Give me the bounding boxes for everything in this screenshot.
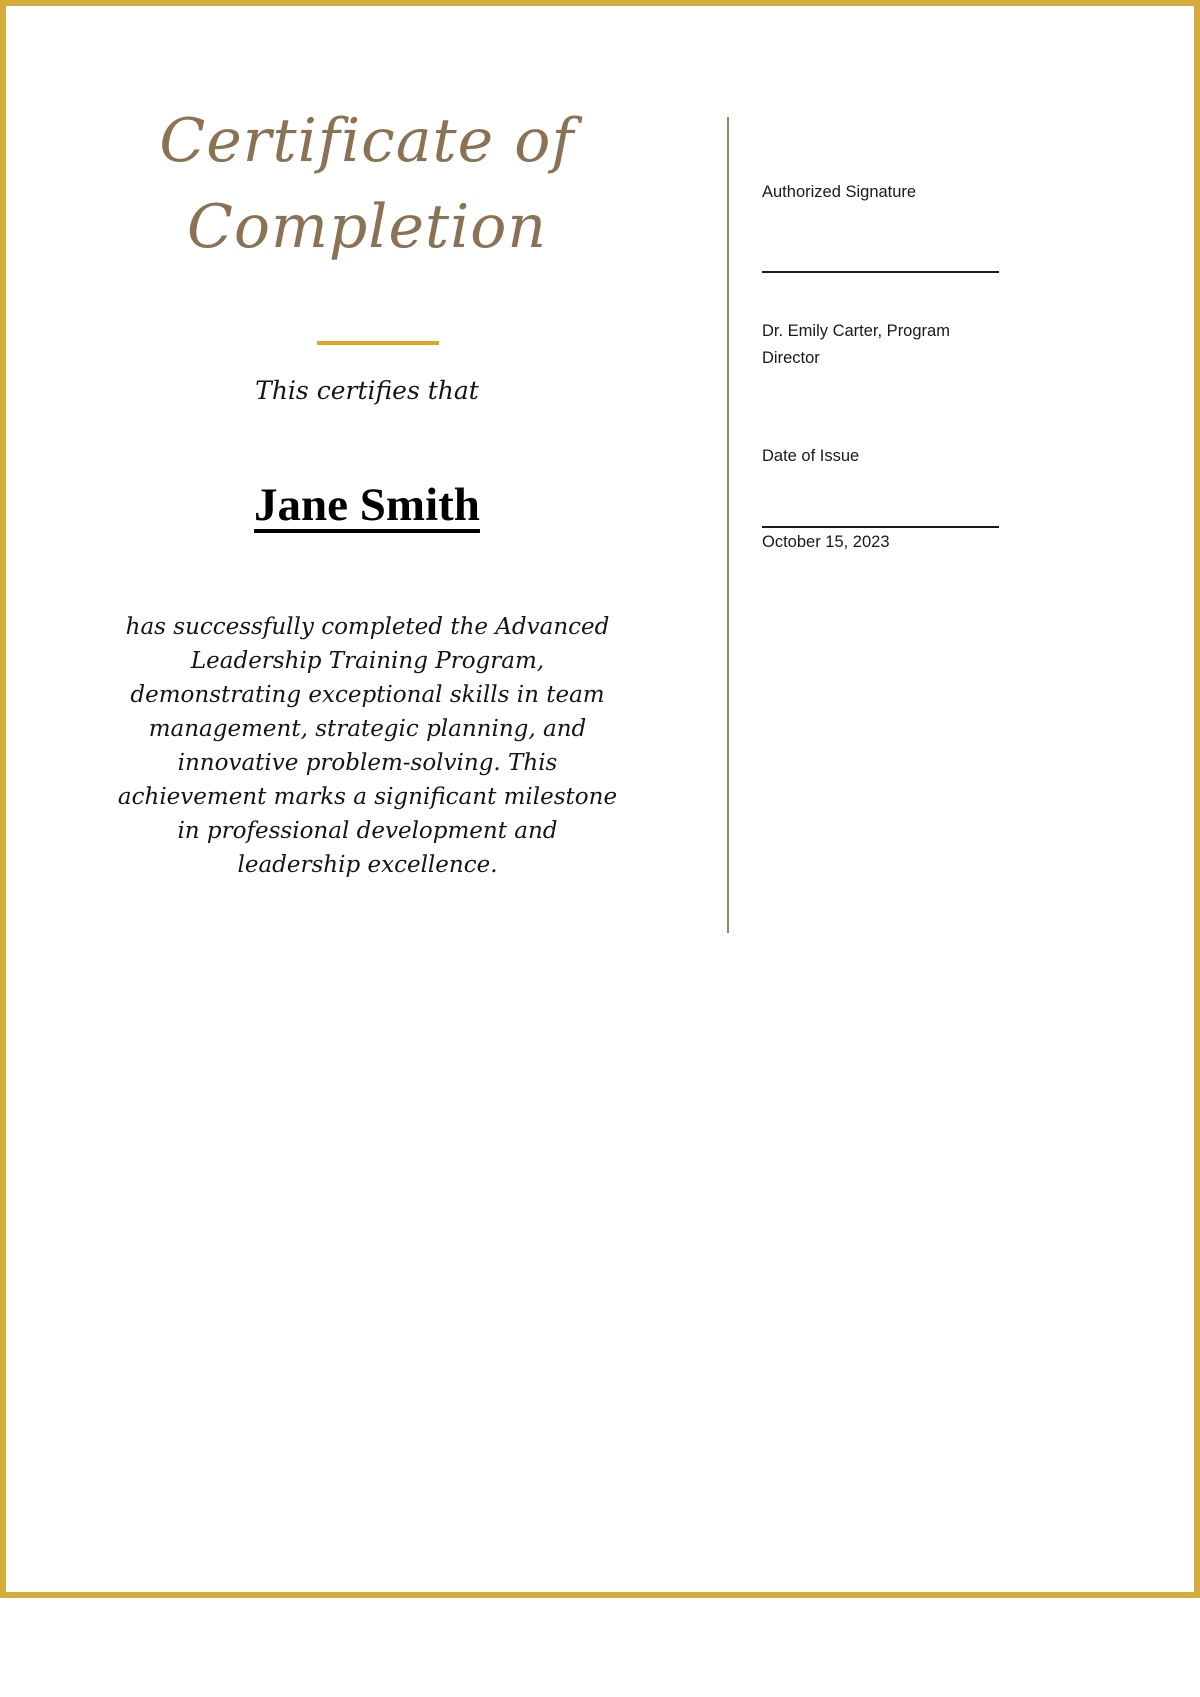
certificate-title [6,98,728,270]
certificate-body-text: has successfully completed the Advanced Leadership Training Program, demonstrating exceptional skills in team management, strategic planning, and innovative problem-solving. This achievement marks a significant milestone in professional development and leadership excellence. [117,614,618,878]
column-divider [727,117,729,933]
date-of-issue-label: Date of Issue [762,447,860,465]
date-value: October 15, 2023 [762,533,890,551]
certificate-title-line-1: Certificate of [159,106,575,176]
signatory-name: Dr. Emily Carter, Program Director [762,322,950,367]
signature-line [762,271,999,273]
signature-label: Authorized Signature [762,183,917,201]
signature-column [762,6,999,1592]
date-line [762,526,999,528]
certificate-title-line-2: Completion [186,192,548,262]
certifies-text: This certifies that [255,376,479,405]
title-accent-line [317,341,439,345]
certificate-main-column [6,6,728,1592]
recipient-name: Jane Smith [254,479,480,531]
